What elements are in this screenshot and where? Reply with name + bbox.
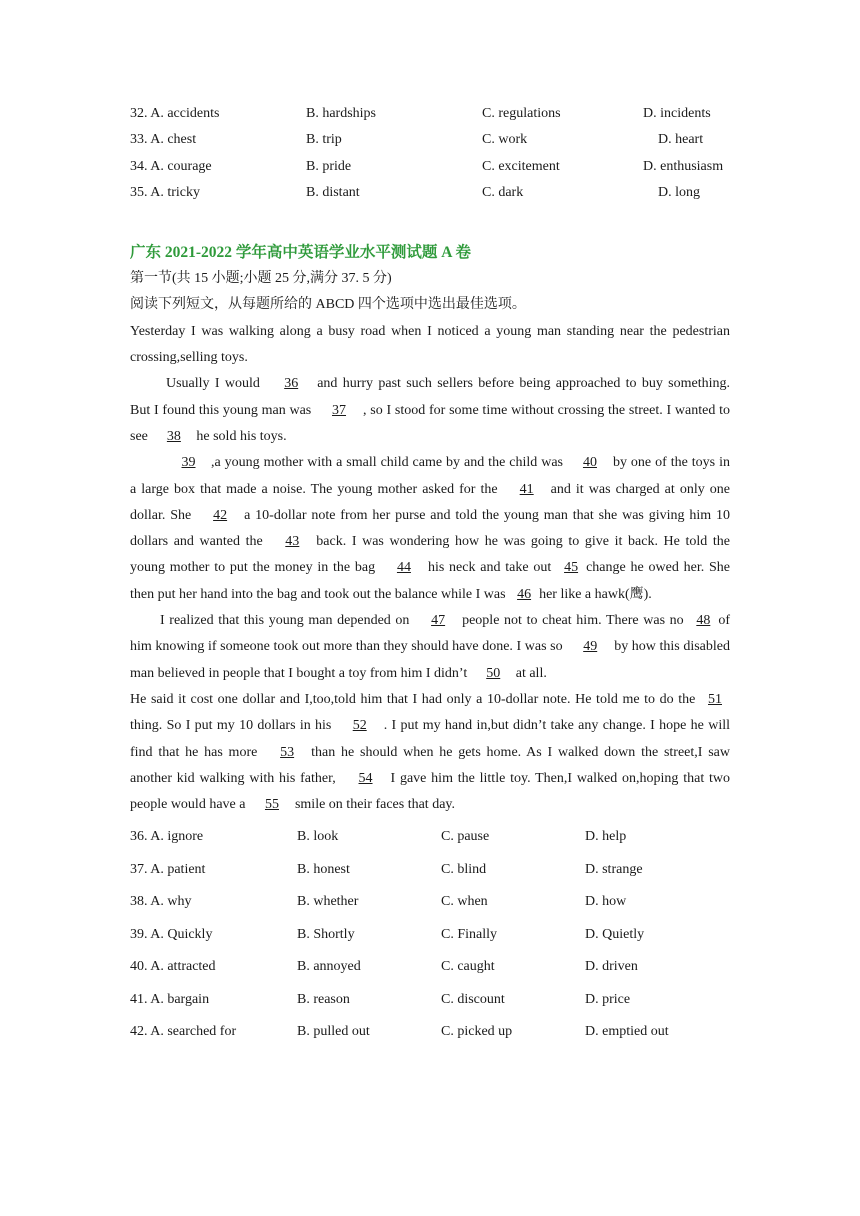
section-title: 广东 2021-2022 学年高中英语学业水平测试题 A 卷 xyxy=(130,244,472,262)
option-c: C. caught xyxy=(441,959,495,975)
question-row xyxy=(130,919,730,952)
option-b: B. pride xyxy=(306,158,352,174)
option-a: 36. A. ignore xyxy=(130,829,204,845)
passage-text: by how this disabled man believed in people that I bought a toy from him I didn’t xyxy=(130,639,730,681)
option-c: C. when xyxy=(441,894,488,910)
passage-paragraph-1: Yesterday I was walking along a busy road when I noticed a young man standing near the pedestrian crossing,selling toys. xyxy=(130,323,730,366)
option-d: D. heart xyxy=(658,132,704,148)
blank-51: 51 xyxy=(708,691,722,707)
option-row xyxy=(130,101,730,127)
option-a: 33. A. chest xyxy=(130,132,197,148)
option-c: C. excitement xyxy=(482,158,560,174)
option-d: D. driven xyxy=(585,959,638,975)
blank-36: 36 xyxy=(284,376,299,392)
option-b: B. honest xyxy=(297,861,350,877)
option-b: B. look xyxy=(297,829,339,845)
option-c: C. dark xyxy=(482,184,524,200)
passage-paragraph-3 xyxy=(130,450,730,608)
option-c: C. discount xyxy=(441,991,505,1007)
option-row xyxy=(130,154,730,180)
passage-text: her like a hawk(鹰). xyxy=(539,586,652,602)
blank-42: 42 xyxy=(213,507,228,523)
option-b: B. annoyed xyxy=(297,959,361,975)
option-a: 42. A. searched for xyxy=(130,1024,237,1040)
passage-text: back. I was wondering how he was going to give it back. He told the young mother to put the money in the bag xyxy=(130,534,730,576)
option-b: B. pulled out xyxy=(297,1024,370,1040)
passage-text: smile on their faces that day. xyxy=(294,797,456,813)
passage-text: , so I stood for some time without crossing the street. I wanted to see xyxy=(130,402,730,444)
passage-text: a 10-dollar note from her purse and told the young man that she was giving him 10 dollars and wanted the xyxy=(130,507,730,550)
passage-text: he sold his toys. xyxy=(196,428,287,444)
option-d: D. enthusiasm xyxy=(643,158,724,174)
option-d: D. strange xyxy=(585,861,643,877)
option-b: B. whether xyxy=(297,894,359,910)
blank-39: 39 xyxy=(181,455,196,471)
passage-text: thing. So I put my 10 dollars in his xyxy=(130,718,336,734)
blank-50: 50 xyxy=(486,665,501,681)
blank-43: 43 xyxy=(285,534,300,550)
document-page xyxy=(130,101,730,1049)
question-options xyxy=(130,821,730,1049)
blank-40: 40 xyxy=(582,455,597,471)
question-row xyxy=(130,821,730,854)
blank-47: 47 xyxy=(431,613,446,629)
blank-44: 44 xyxy=(396,560,411,576)
blank-52: 52 xyxy=(352,718,367,734)
question-row xyxy=(130,984,730,1017)
option-d: D. long xyxy=(658,184,700,200)
passage-text: . I put my hand in,but didn’t take any change. I hope he will find that he has more xyxy=(130,718,730,760)
option-a: 41. A. bargain xyxy=(130,991,210,1007)
question-row xyxy=(130,951,730,984)
blank-38: 38 xyxy=(166,428,181,444)
blank-46: 46 xyxy=(517,586,532,602)
passage-text: his neck and take out xyxy=(427,560,557,576)
option-d: D. Quietly xyxy=(585,926,645,942)
option-c: C. Finally xyxy=(441,926,498,942)
option-b: B. Shortly xyxy=(297,926,355,942)
option-row xyxy=(130,180,730,206)
top-options xyxy=(130,101,730,206)
passage-text: by one of the toys in a large box that made a noise. The young mother asked for the xyxy=(130,455,730,497)
option-b: B. trip xyxy=(306,132,342,148)
option-c: C. work xyxy=(482,132,528,148)
blank-45: 45 xyxy=(564,560,579,576)
option-c: C. pause xyxy=(441,829,490,845)
option-a: 38. A. why xyxy=(130,894,192,910)
section-instruction: 阅读下列短文，从每题所给的 ABCD 四个选项中选出最佳选项。 xyxy=(130,297,526,313)
blank-41: 41 xyxy=(519,481,534,497)
option-a: 32. A. accidents xyxy=(130,106,220,121)
passage-text: change he owed her. She then put her hand into the bag and took out the balance while I was xyxy=(130,560,730,602)
passage-paragraph-2 xyxy=(130,371,730,450)
option-c: C. picked up xyxy=(441,1024,513,1040)
passage-text: Usually I would xyxy=(166,376,266,392)
option-d: D. price xyxy=(585,991,631,1007)
section-subtitle: 第一节(共 15 小题;小题 25 分,满分 37. 5 分) xyxy=(130,271,392,287)
blank-53: 53 xyxy=(280,744,295,760)
option-a: 39. A. Quickly xyxy=(130,926,213,942)
question-row xyxy=(130,1016,730,1049)
question-row xyxy=(130,854,730,887)
option-a: 37. A. patient xyxy=(130,861,206,877)
option-c: C. regulations xyxy=(482,106,561,121)
option-a: 35. A. tricky xyxy=(130,184,200,200)
option-d: D. emptied out xyxy=(585,1024,669,1040)
passage-text: He said it cost one dollar and I,too,told him that I had only a 10-dollar note. He told me to do the xyxy=(130,691,700,707)
passage-text: people not to cheat him. There was no xyxy=(462,613,689,629)
option-d: D. how xyxy=(585,894,627,910)
passage-text: at all. xyxy=(515,665,547,681)
passage-text: and hurry past such sellers before being approached to buy something. But I found this young man was xyxy=(130,376,730,418)
blank-48: 48 xyxy=(696,613,711,629)
blank-49: 49 xyxy=(583,639,598,655)
option-c: C. blind xyxy=(441,861,487,877)
option-a: 34. A. courage xyxy=(130,158,212,174)
passage-text: than he should when he gets home. As I walked down the street,I saw another kid walking with his father, xyxy=(130,744,730,786)
passage-text: ,a young mother with a small child came by and the child was xyxy=(211,455,567,471)
option-d: D. help xyxy=(585,829,627,845)
blank-54: 54 xyxy=(358,770,373,786)
option-b: B. reason xyxy=(297,991,350,1007)
passage-text: of him knowing if someone took out more than they should have done. I was so xyxy=(130,613,730,655)
blank-37: 37 xyxy=(332,402,347,418)
option-d: D. incidents xyxy=(643,106,711,121)
passage-text: I gave him the little toy. Then,I walked on,hoping that two people would have a xyxy=(130,770,730,813)
question-row xyxy=(130,886,730,919)
blank-55: 55 xyxy=(264,797,279,813)
passage-paragraph-4 xyxy=(130,608,730,687)
option-b: B. distant xyxy=(306,184,360,200)
option-row xyxy=(130,127,730,153)
option-b: B. hardships xyxy=(306,106,376,121)
passage-text: I realized that this young man depended on xyxy=(160,613,415,629)
passage-paragraph-5 xyxy=(130,687,730,818)
option-a: 40. A. attracted xyxy=(130,959,216,975)
passage-text: and it was charged at only one dollar. She xyxy=(130,481,730,523)
